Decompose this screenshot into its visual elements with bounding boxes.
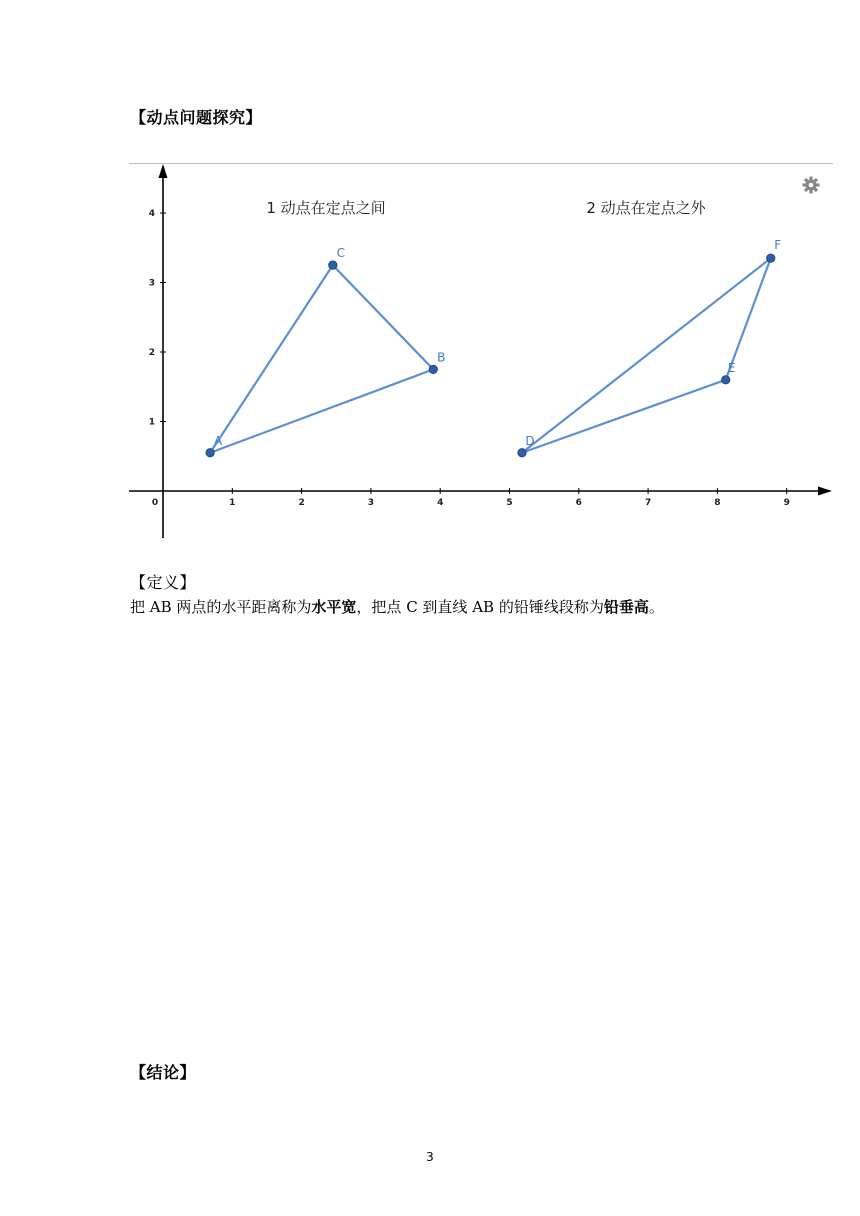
x-tick-label: 3	[367, 498, 375, 508]
point-a[interactable]	[206, 449, 214, 457]
point-d[interactable]	[518, 449, 526, 457]
segment-ca	[210, 265, 333, 453]
conclusion-title: 【结论】	[130, 1063, 197, 1082]
x-tick-label: 9	[783, 498, 790, 508]
segment-fd	[522, 258, 771, 453]
point-label-d: D	[525, 433, 535, 448]
geometry-graph	[129, 163, 833, 539]
definition-text: 把 AB 两点的水平距离称为水平宽，把点 C 到直线 AB 的铅锤线段称为铅垂高。	[130, 598, 664, 616]
y-tick-label: 3	[148, 278, 155, 289]
y-tick-label: 4	[148, 209, 155, 219]
point-label-f: F	[774, 238, 782, 253]
point-label-e: E	[727, 360, 736, 375]
term-horizontal-width: 水平宽	[311, 598, 357, 616]
point-b[interactable]	[429, 365, 437, 373]
page-number: 3	[426, 1150, 434, 1164]
section-heading: 【动点问题探究】	[130, 108, 263, 127]
x-tick-label: 1	[229, 498, 236, 508]
x-tick-label: 2	[298, 498, 305, 508]
graph-title-left: 1 动点在定点之间	[266, 199, 386, 217]
y-tick-label: 2	[148, 348, 155, 358]
term-vertical-height: 铅垂高	[603, 598, 649, 616]
point-label-b: B	[437, 350, 446, 365]
x-axis-arrow	[818, 487, 832, 496]
y-tick-label: 1	[148, 417, 155, 428]
segment-ab	[210, 369, 433, 452]
segment-bc	[333, 265, 433, 369]
settings-gear-icon[interactable]	[803, 177, 820, 194]
x-tick-label: 4	[437, 498, 444, 508]
definition-title: 【定义】	[130, 573, 197, 592]
x-tick-label: 6	[575, 498, 582, 508]
point-label-c: C	[336, 246, 345, 261]
point-e[interactable]	[722, 376, 730, 384]
graph-title-right: 2 动点在定点之外	[586, 199, 706, 217]
point-label-a: A	[214, 433, 223, 448]
x-tick-label: 8	[714, 498, 721, 508]
x-tick-label: 0	[151, 498, 159, 508]
segment-de	[522, 380, 726, 453]
x-tick-label: 7	[644, 498, 652, 508]
y-axis-arrow	[159, 164, 168, 178]
point-f[interactable]	[767, 254, 775, 262]
x-tick-label: 5	[506, 498, 513, 508]
point-c[interactable]	[329, 261, 337, 269]
